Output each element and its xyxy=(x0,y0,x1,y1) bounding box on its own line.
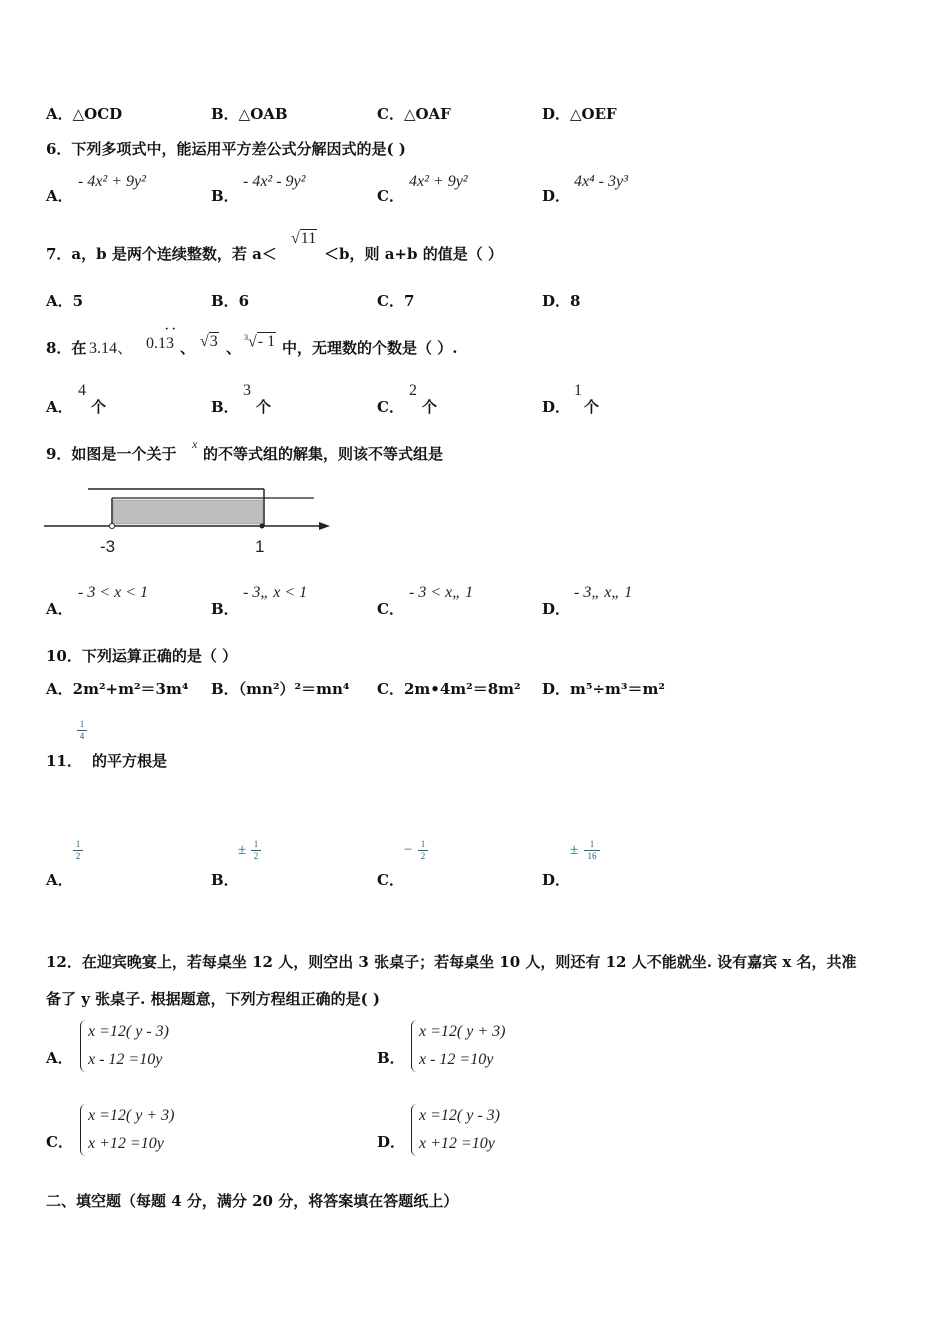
q9-axis-arrow xyxy=(319,522,330,530)
q11-option-a-num: 1 xyxy=(75,839,81,849)
q8-cbrt-radicand: - 1 xyxy=(257,333,276,351)
q8-num-1: 3.14、 xyxy=(89,340,134,357)
q12-option-b-eq2: x - 12 =10y xyxy=(419,1051,494,1068)
q9-open-point xyxy=(110,524,115,529)
q8-option-c-num: 2 xyxy=(409,382,417,399)
q6-option-a: - 4x² + 9y² xyxy=(78,173,146,190)
q12-option-b-label: B． xyxy=(377,1049,405,1067)
q8-option-c-label: C． xyxy=(377,398,404,416)
q11-option-a-frac xyxy=(73,840,83,861)
q7-option-a: A．5 xyxy=(46,292,84,310)
q11-frac-den: 4 xyxy=(79,731,85,741)
q5-option-a: A．△OCD xyxy=(46,105,123,123)
q8-sqrt3-radicand: 3 xyxy=(209,333,218,350)
q8-option-b-num: 3 xyxy=(243,382,251,399)
q8-option-d-label: D． xyxy=(542,398,571,416)
q9-option-d: - 3„ x„ 1 xyxy=(574,584,633,601)
q8-post: 中，无理数的个数是（ ）. xyxy=(282,339,458,357)
q7-stem-post: ＜b，则 a+b 的值是（ ） xyxy=(324,245,503,263)
q8-sep-2: 、 xyxy=(180,339,196,357)
q12-stem-line1: 12．在迎宾晚宴上，若每桌坐 12 人，则空出 3 张桌子；若每桌坐 10 人，则还有 12 人不能就坐. 设有嘉宾 x 名，共准 xyxy=(46,953,857,971)
q9-shaded-region xyxy=(113,500,263,524)
q8-sqrt3: √3 xyxy=(200,333,218,350)
q8-sep-3: 、 xyxy=(226,339,242,357)
q12-option-a-eq1: x =12( y - 3) xyxy=(88,1023,169,1040)
q10-option-c: C．2m•4m²＝8m² xyxy=(377,680,521,698)
q9-number-line-figure xyxy=(40,480,340,560)
q11-option-d-frac xyxy=(584,840,600,861)
q8-pre: 8．在 xyxy=(46,339,87,357)
q8-option-a-unit: 个 xyxy=(91,398,107,416)
q9-option-c: - 3 < x„ 1 xyxy=(409,584,474,601)
q10-option-d: D．m⁵÷m³＝m² xyxy=(542,680,665,698)
q11-option-a-label: A． xyxy=(46,871,73,889)
q6-option-d-label: D． xyxy=(542,187,571,205)
q8-cbrt: $^3$√- 1 xyxy=(244,333,276,351)
q7-option-b: B．6 xyxy=(211,292,250,310)
q12-option-d-eq1: x =12( y - 3) xyxy=(419,1107,500,1124)
q9-option-b-label: B． xyxy=(211,600,239,618)
q9-closed-point xyxy=(260,524,265,529)
q12-option-b-eq1: x =12( y + 3) xyxy=(419,1023,506,1040)
q11-option-c-label: C． xyxy=(377,871,404,889)
q11-option-b-frac xyxy=(251,840,261,861)
q8-option-d-unit: 个 xyxy=(584,398,600,416)
q9-var: x xyxy=(192,437,198,451)
q11-fraction xyxy=(77,720,87,741)
q11-option-b-label: B． xyxy=(211,871,239,889)
q10-option-a: A．2m²+m²＝3m⁴ xyxy=(46,680,189,698)
q10-option-b: B．（mn²）²＝mn⁴ xyxy=(211,680,350,698)
q11-option-d-sign: ± xyxy=(570,842,579,858)
q8-option-c-unit: 个 xyxy=(422,398,438,416)
q9-stem-post: 的不等式组的解集，则该不等式组是 xyxy=(203,445,444,463)
q11-option-c-num: 1 xyxy=(420,839,426,849)
q12-option-d-system xyxy=(419,1102,500,1158)
q11-option-b-den: 2 xyxy=(253,851,259,861)
q11-option-a-den: 2 xyxy=(75,851,81,861)
q11-option-c-sign: − xyxy=(404,842,413,858)
q12-option-d-eq2: x +12 =10y xyxy=(419,1135,495,1152)
q7-option-d: D．8 xyxy=(542,292,581,310)
q11-option-c-den: 2 xyxy=(420,851,426,861)
q7-option-c: C．7 xyxy=(377,292,415,310)
q10-stem: 10．下列运算正确的是（ ） xyxy=(46,647,238,665)
q9-axis-label-left: -3 xyxy=(100,537,116,556)
q6-option-d: 4x⁴ - 3y³ xyxy=(574,173,628,190)
q6-option-b-label: B． xyxy=(211,187,239,205)
q11-stem: 的平方根是 xyxy=(92,752,168,770)
q11-option-d-label: D． xyxy=(542,871,571,889)
q8-option-b-unit: 个 xyxy=(256,398,272,416)
q8-num-2: 0.13 xyxy=(146,335,174,352)
q6-option-b: - 4x² - 9y² xyxy=(243,173,306,190)
q12-option-c-system xyxy=(88,1102,174,1158)
q11-option-d-den: 16 xyxy=(587,851,597,861)
q12-stem-line2: 备了 y 张桌子. 根据题意，下列方程组正确的是( ) xyxy=(46,990,381,1008)
q11-frac-num: 1 xyxy=(79,719,85,729)
q8-option-a-num: 4 xyxy=(78,382,86,399)
q7-stem-pre: 7．a，b 是两个连续整数，若 a＜ xyxy=(46,245,277,263)
q11-option-b-num: 1 xyxy=(253,839,259,849)
q11-option-b-sign: ± xyxy=(238,842,247,858)
q8-option-b-label: B． xyxy=(211,398,239,416)
q11-option-d-num: 1 xyxy=(589,839,595,849)
q11-option-c-frac xyxy=(418,840,428,861)
q5-option-d: D．△OEF xyxy=(542,105,617,123)
q8-option-d-num: 1 xyxy=(574,382,582,399)
q9-option-b: - 3„ x < 1 xyxy=(243,584,308,601)
q9-stem-pre: 9．如图是一个关于 xyxy=(46,445,177,463)
q12-option-a-system xyxy=(88,1018,169,1074)
q12-option-a-label: A． xyxy=(46,1049,73,1067)
q7-radical: √11 xyxy=(291,230,317,247)
q8-cbrt-index: 3 xyxy=(244,333,248,342)
q12-option-c-label: C． xyxy=(46,1133,73,1151)
q8-option-a-label: A． xyxy=(46,398,73,416)
q12-option-c-eq1: x =12( y + 3) xyxy=(88,1107,175,1124)
q6-option-c: 4x² + 9y² xyxy=(409,173,468,190)
q5-option-b: B．△OAB xyxy=(211,105,288,123)
q9-axis-label-right: 1 xyxy=(255,537,265,556)
q5-option-c: C．△OAF xyxy=(377,105,451,123)
q6-stem: 6．下列多项式中，能运用平方差公式分解因式的是( ) xyxy=(46,140,406,158)
q12-option-d-label: D． xyxy=(377,1133,406,1151)
q9-option-c-label: C． xyxy=(377,600,404,618)
q12-option-a-eq2: x - 12 =10y xyxy=(88,1051,163,1068)
q9-option-a-label: A． xyxy=(46,600,73,618)
q11-num: 11． xyxy=(46,752,82,770)
q6-option-a-label: A． xyxy=(46,187,73,205)
section-2-heading: 二、填空题（每题 4 分，满分 20 分，将答案填在答题纸上） xyxy=(46,1192,459,1210)
q12-option-b-system xyxy=(419,1018,505,1074)
q7-radicand: 11 xyxy=(300,230,317,247)
q8-repeat-dots: · · xyxy=(165,324,176,335)
q12-option-c-eq2: x +12 =10y xyxy=(88,1135,164,1152)
q6-option-c-label: C． xyxy=(377,187,404,205)
q9-option-d-label: D． xyxy=(542,600,571,618)
q9-option-a: - 3 < x < 1 xyxy=(78,584,149,601)
